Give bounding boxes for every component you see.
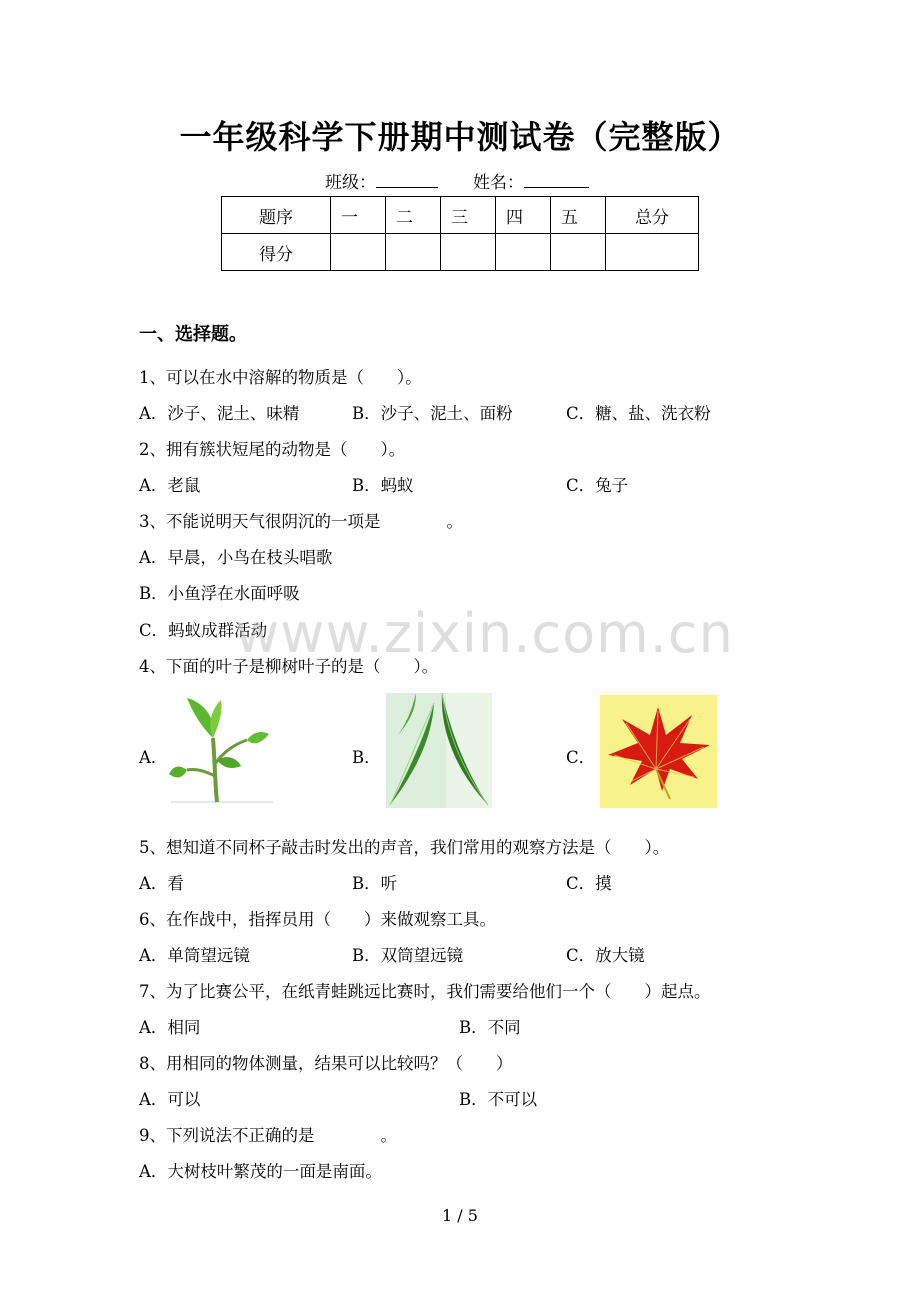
name-blank [524,173,589,188]
class-blank [376,173,438,188]
option: A．大树枝叶繁茂的一面是南面。 [139,1162,382,1181]
score-cell[interactable] [441,234,496,271]
header-cell: 四 [496,197,551,234]
option: A． [139,748,168,767]
question-text: 4、下面的叶子是柳树叶子的是（ ）。 [139,657,439,676]
option: A．看 [139,874,184,893]
section-heading: 一、选择题。 [139,324,247,345]
option: A．早晨，小鸟在枝头唱歌 [139,548,333,567]
option: C．兔子 [566,476,629,495]
option: B．双筒望远镜 [352,946,464,965]
score-cell[interactable] [606,234,699,271]
seedling-leaf-image [163,694,275,806]
option: B． [352,748,381,767]
header-cell: 二 [386,197,441,234]
question-text: 2、拥有簇状短尾的动物是（ ）。 [139,440,406,459]
header-cell: 题序 [222,197,331,234]
question-text: 3、不能说明天气很阴沉的一项是 。 [139,512,463,531]
name-label: 姓名： [473,173,524,193]
name-field [473,168,589,193]
option: B．小鱼浮在水面呼吸 [139,584,300,603]
option: A．单筒望远镜 [139,946,250,965]
option: C．糖、盐、洗衣粉 [566,404,711,423]
score-table-score-row [222,234,699,271]
page-number: 1 / 5 [442,1206,478,1225]
watermark: www.zixin.com.cn [235,602,734,665]
option: B．不可以 [459,1090,538,1109]
header-cell: 三 [441,197,496,234]
option: C．摸 [566,874,612,893]
option: A．相同 [139,1018,201,1037]
question-text: 9、下列说法不正确的是 。 [139,1126,397,1145]
option: A．可以 [139,1090,201,1109]
header-cell: 总分 [606,197,699,234]
score-cell[interactable] [551,234,606,271]
option: A．老鼠 [139,476,201,495]
question-text: 1、可以在水中溶解的物质是（ ）。 [139,368,422,387]
header-cell: 一 [331,197,386,234]
willow-leaf-image [386,693,492,808]
option: B．听 [352,874,398,893]
score-table [221,196,699,271]
option: B．蚂蚁 [352,476,414,495]
maple-leaf-image [600,695,717,808]
option: A．沙子、泥土、味精 [139,404,300,423]
score-cell[interactable] [386,234,441,271]
header-cell: 五 [551,197,606,234]
score-table-header-row [222,197,699,234]
score-cell[interactable] [331,234,386,271]
option: B．沙子、泥土、面粉 [352,404,513,423]
option: B．不同 [459,1018,521,1037]
question-text: 8、用相同的物体测量，结果可以比较吗？（ ） [139,1054,513,1073]
score-cell[interactable] [496,234,551,271]
option: C． [566,748,596,767]
class-field [325,168,438,193]
question-text: 7、为了比赛公平，在纸青蛙跳远比赛时，我们需要给他们一个（ ）起点。 [139,982,711,1001]
question-text: 6、在作战中，指挥员用（ ）来做观察工具。 [139,910,496,929]
class-label: 班级： [325,173,376,193]
option: C．蚂蚁成群活动 [139,621,268,640]
option: C．放大镜 [566,946,645,965]
row-label-cell: 得分 [222,234,331,271]
question-text: 5、想知道不同杯子敲击时发出的声音，我们常用的观察方法是（ ）。 [139,838,670,857]
page-title: 一年级科学下册期中测试卷（完整版） [179,118,741,156]
